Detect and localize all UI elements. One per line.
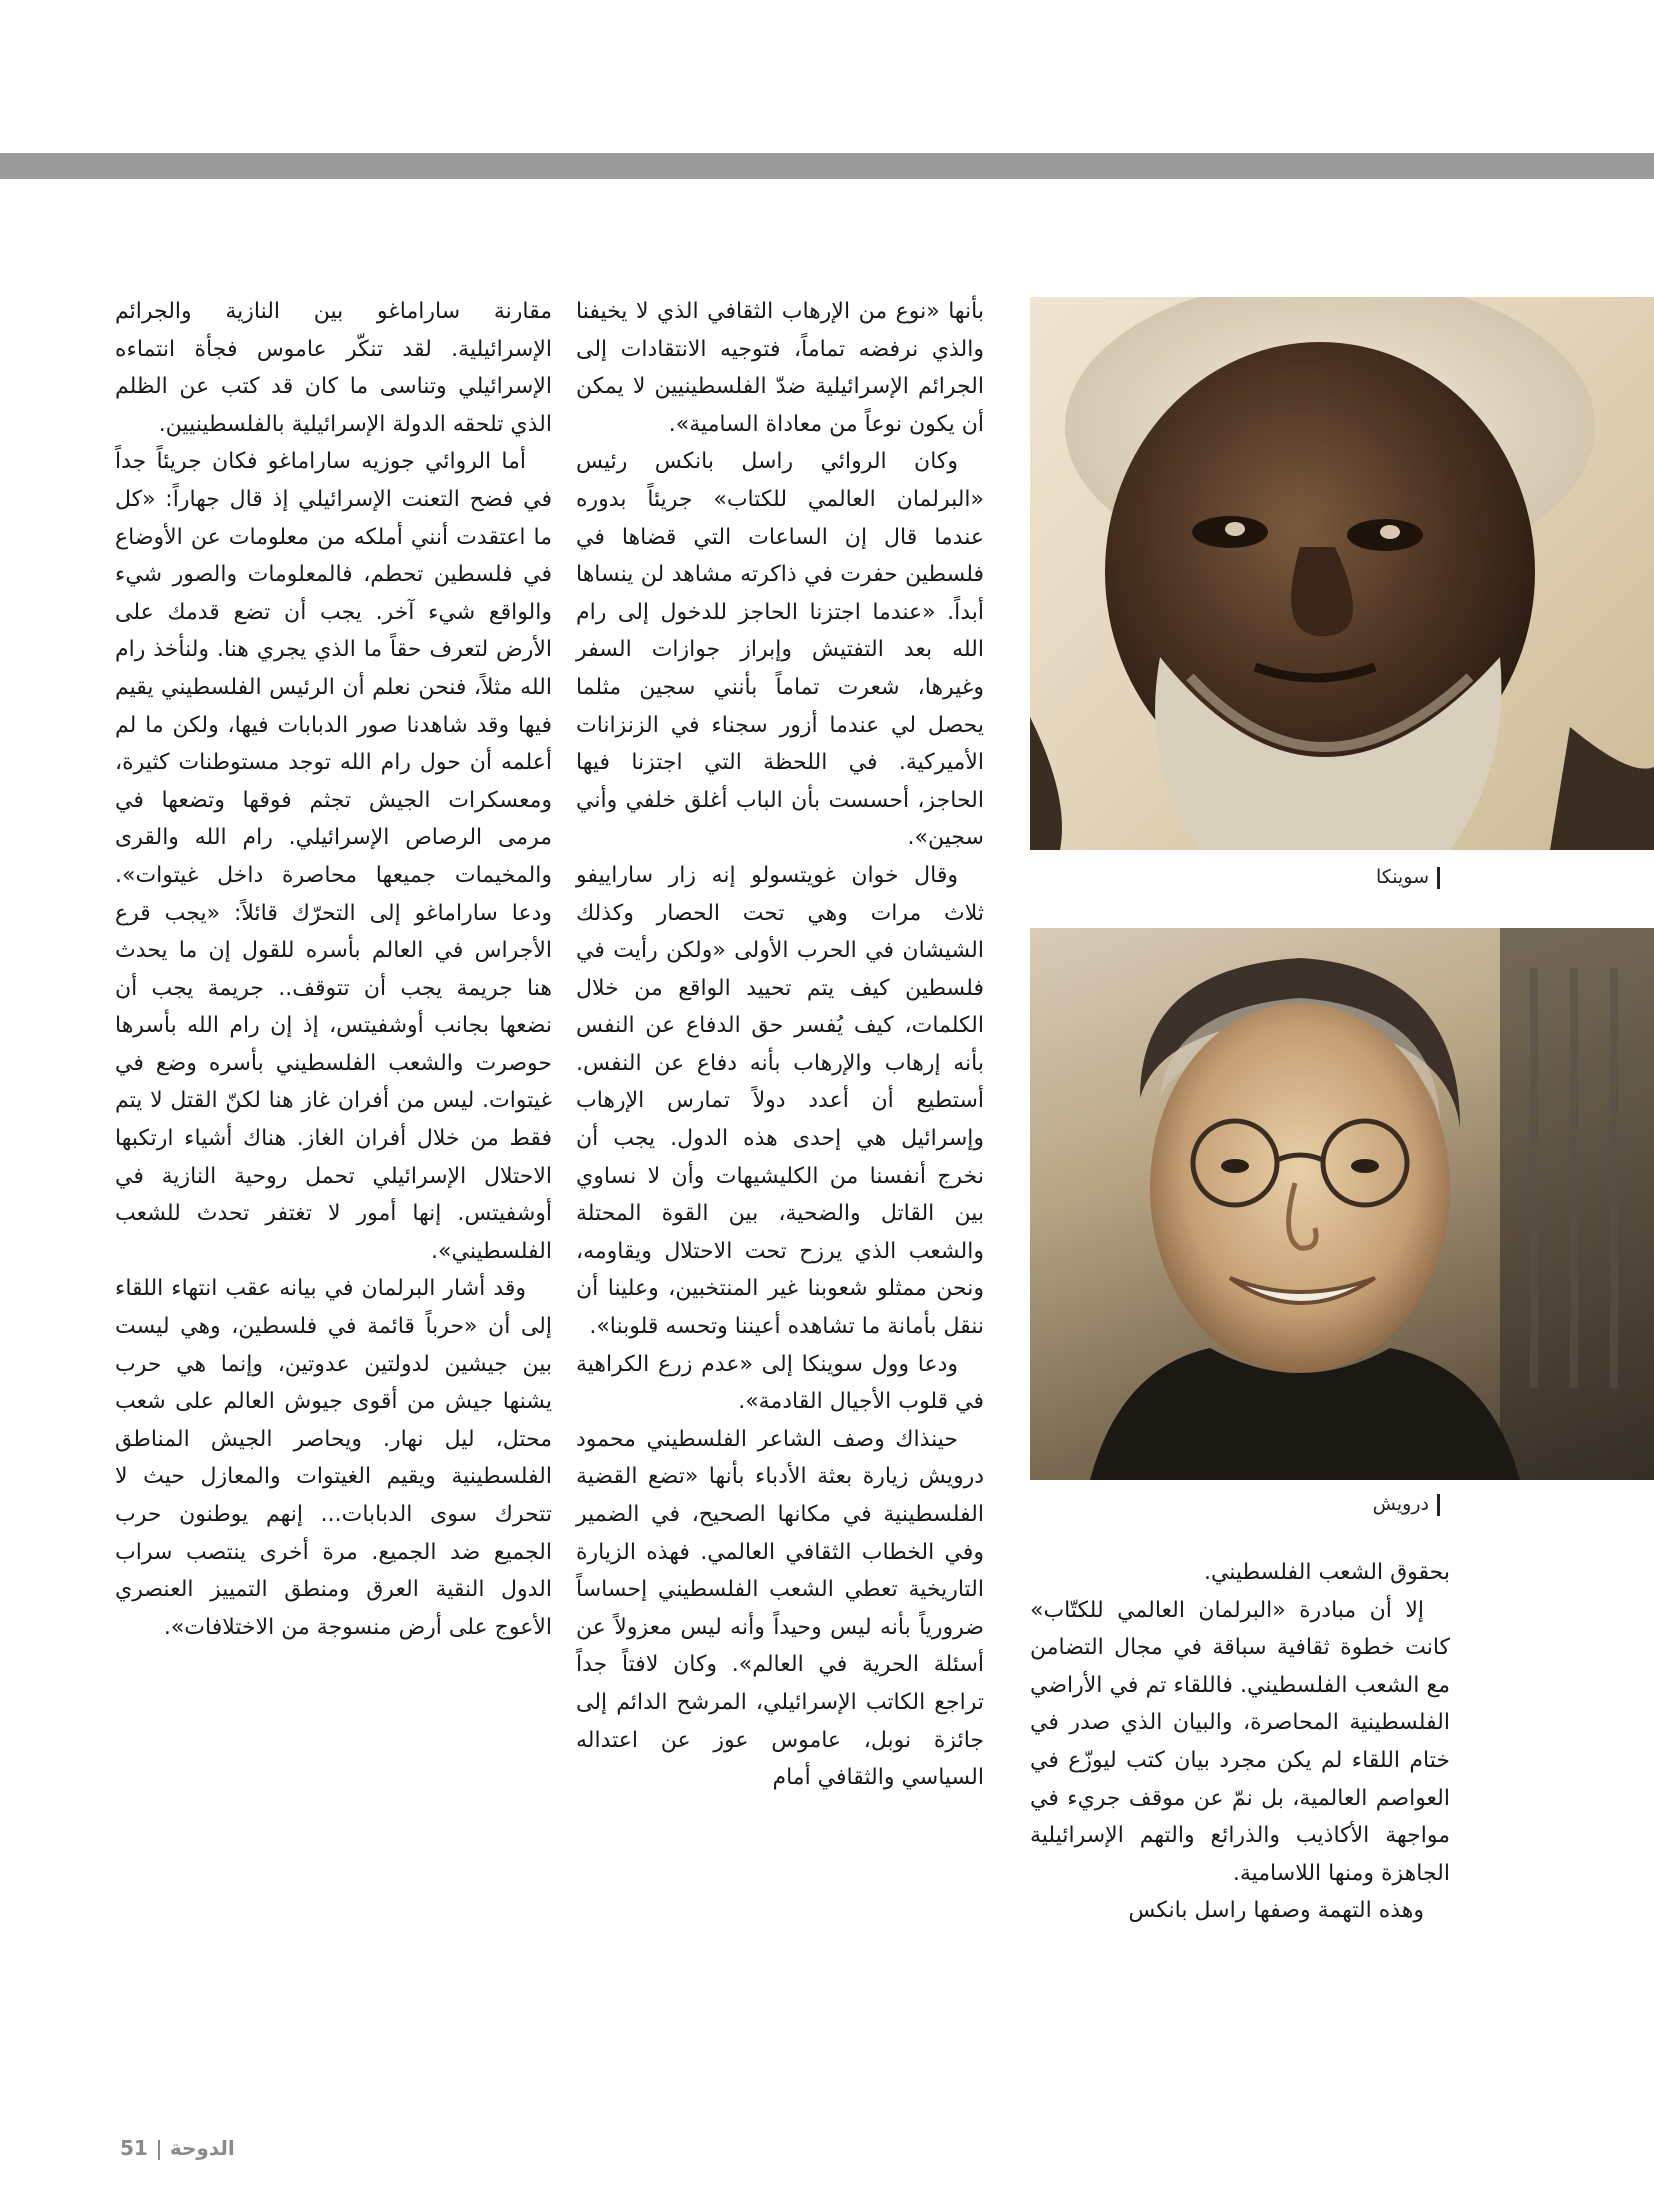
text-column-right <box>1030 1554 1450 1930</box>
caption-bar <box>1437 867 1440 889</box>
footer-separator <box>158 2140 160 2160</box>
soyinka-photo <box>1030 297 1654 850</box>
paragraph: أما الروائي جوزيه ساراماغو فكان جريئاً جداً في فضح التعنت الإسرائيلي إذ قال جهاراً: «كل ما اعتقدت أنني أملكه من معلومات عن الأوضاع في فلسطين تحطم، فالمعلومات والصور شيء والواقع شيء آخر. يجب أن تضع قدمك على الأرض لتعرف حقاً ما الذي يجري هنا. ولنأخذ رام الله مثلاً، فنحن نعلم أن الرئيس الفلسطيني يقيم فيها وقد شاهدنا صور الدبابات فيها، ولكن ما لم أعلمه أن حول رام الله توجد مستوطنات كثيرة، ومعسكرات الجيش تجثم فوقها وتضعها في مرمى الرصاص الإسرائيلي. رام الله والقرى والمخيمات جميعها محاصرة داخل غيتوات». ودعا ساراماغو إلى التحرّك قائلاً: «يجب قرع الأجراس في العالم بأسره للقول إن ما يحدث هنا جريمة يجب أن تتوقف.. جريمة يجب أن نضعها بجانب أوشفيتس، إذ إن رام الله بأسرها حوصرت والشعب الفلسطيني بأسره وضع في غيتوات. ليس من أفران غاز هنا لكنّ القتل لا يتم فقط من خلال أفران الغاز. هناك أشياء ارتكبها الاحتلال الإسرائيلي تحمل روحية النازية في أوشفيتس. إنها أمور لا تغتفر تحدث للشعب الفلسطيني». <box>115 449 552 1264</box>
caption-text: سوينكا <box>1375 866 1429 888</box>
header-bar <box>0 153 1654 179</box>
paragraph: إلا أن مبادرة «البرلمان العالمي للكتّاب» كانت خطوة ثقافية سباقة في مجال التضامن مع الشعب الفلسطيني. فاللقاء تم في الأراضي الفلسطينية المحاصرة، والبيان الذي صدر في ختام اللقاء لم يكن مجرد بيان كتب ليوزّع في العواصم العالمية، بل نمّ عن موقف جريء في مواجهة الأكاذيب والذرائع والتهم الإسرائيلية الجاهزة ومنها اللاسامية. <box>1030 1597 1450 1886</box>
text-column-middle <box>576 293 984 1797</box>
paragraph: وكان الروائي راسل بانكس رئيس «البرلمان العالمي للكتاب» جريئاً بدوره عندما قال إن الساعات التي قضاها في فلسطين حفرت في ذاكرته مشاهد لن ينساها أبداً. «عندما اجتزنا الحاجز للدخول إلى رام الله بعد التفتيش وإبراز جوازات السفر وغيرها، شعرت تماماً بأنني سجين مثلما يحصل لي عندما أزور سجناء في الزنزانات الأميركية. في اللحظة التي اجتزنا فيها الحاجز، أحسست بأن الباب أغلق خلفي وأني سجين». <box>576 449 984 851</box>
darwish-portrait <box>1030 928 1654 1480</box>
paragraph: ودعا وول سوينكا إلى «عدم زرع الكراهية في قلوب الأجيال القادمة». <box>576 1351 984 1415</box>
page-number: 51 <box>120 2136 148 2160</box>
paragraph: مقارنة ساراماغو بين النازية والجرائم الإسرائيلية. لقد تنكّر عاموس فجأة انتماءه الإسرائيلي وتناسى ما كان قد كتب عن الظلم الذي تلحقه الدولة الإسرائيلية بالفلسطينيين. <box>115 299 552 437</box>
darwish-caption <box>1373 1493 1440 1516</box>
darwish-photo <box>1030 928 1654 1480</box>
text-column-left <box>115 293 552 1646</box>
paragraph: وقال خوان غويتسولو إنه زار ساراييفو ثلاث مرات وهي تحت الحصار وكذلك الشيشان في الحرب الأولى «ولكن رأيت في فلسطين كيف يتم تحييد الواقع من خلال الكلمات، كيف يُفسر حق الدفاع عن النفس بأنه إرهاب والإرهاب بأنه دفاع عن النفس. أستطيع أن أعدد دولاً تمارس الإرهاب وإسرائيل هي إحدى هذه الدول. يجب أن نخرج أنفسنا من الكليشيهات وأن لا نساوي بين القاتل والضحية، بين القوة المحتلة والشعب الذي يرزح تحت الاحتلال ويقاومه، ونحن ممثلو شعوبنا غير المنتخبين، وعلينا أن ننقل بأمانة ما تشاهده أعيننا وتحسه قلوبنا». <box>576 862 984 1340</box>
paragraph: وقد أشار البرلمان في بيانه عقب انتهاء اللقاء إلى أن «حرباً قائمة في فلسطين، وهي ليست بين جيشين لدولتين عدوتين، وإنما هي حرب يشنها جيش من أقوى جيوش العالم على شعب محتل، ليل نهار. ويحاصر الجيش المناطق الفلسطينية ويقيم الغيتوات والمعازل حيث لا تتحرك سوى الدبابات... إنهم يوطنون حرب الجميع ضد الجميع. مرة أخرى ينتصب سراب الدول النقية العرق ومنطق التمييز العنصري الأعوج على أرض منسوجة من الاختلافات». <box>115 1276 552 1640</box>
soyinka-portrait <box>1030 297 1654 850</box>
page-footer <box>120 2136 235 2160</box>
paragraph: بأنها «نوع من الإرهاب الثقافي الذي لا يخيفنا والذي نرفضه تماماً، فتوجيه الانتقادات إلى الجرائم الإسرائيلية ضدّ الفلسطينيين لا يمكن أن يكون نوعاً من معاداة السامية». <box>576 299 984 437</box>
paragraph: وهذه التهمة وصفها راسل بانكس <box>1128 1898 1424 1924</box>
caption-text: درويش <box>1372 1493 1429 1515</box>
paragraph: بحقوق الشعب الفلسطيني. <box>1203 1560 1450 1585</box>
caption-bar <box>1437 1494 1440 1516</box>
soyinka-caption <box>1376 866 1440 889</box>
paragraph: حينذاك وصف الشاعر الفلسطيني محمود درويش زيارة بعثة الأدباء بأنها «تضع القضية الفلسطينية في مكانها الصحيح، في الضمير وفي الخطاب الثقافي العالمي. فهذه الزيارة التاريخية تعطي الشعب الفلسطيني إحساساً ضرورياً بأنه ليس وحيداً وأنه ليس معزولاً عن أسئلة الحرية في العالم». وكان لافتاً جداً تراجع الكاتب الإسرائيلي، المرشح الدائم إلى جائزة نوبل، عاموس عوز عن اعتداله السياسي والثقافي أمام <box>576 1426 984 1791</box>
magazine-name: الدوحة <box>169 2136 235 2160</box>
